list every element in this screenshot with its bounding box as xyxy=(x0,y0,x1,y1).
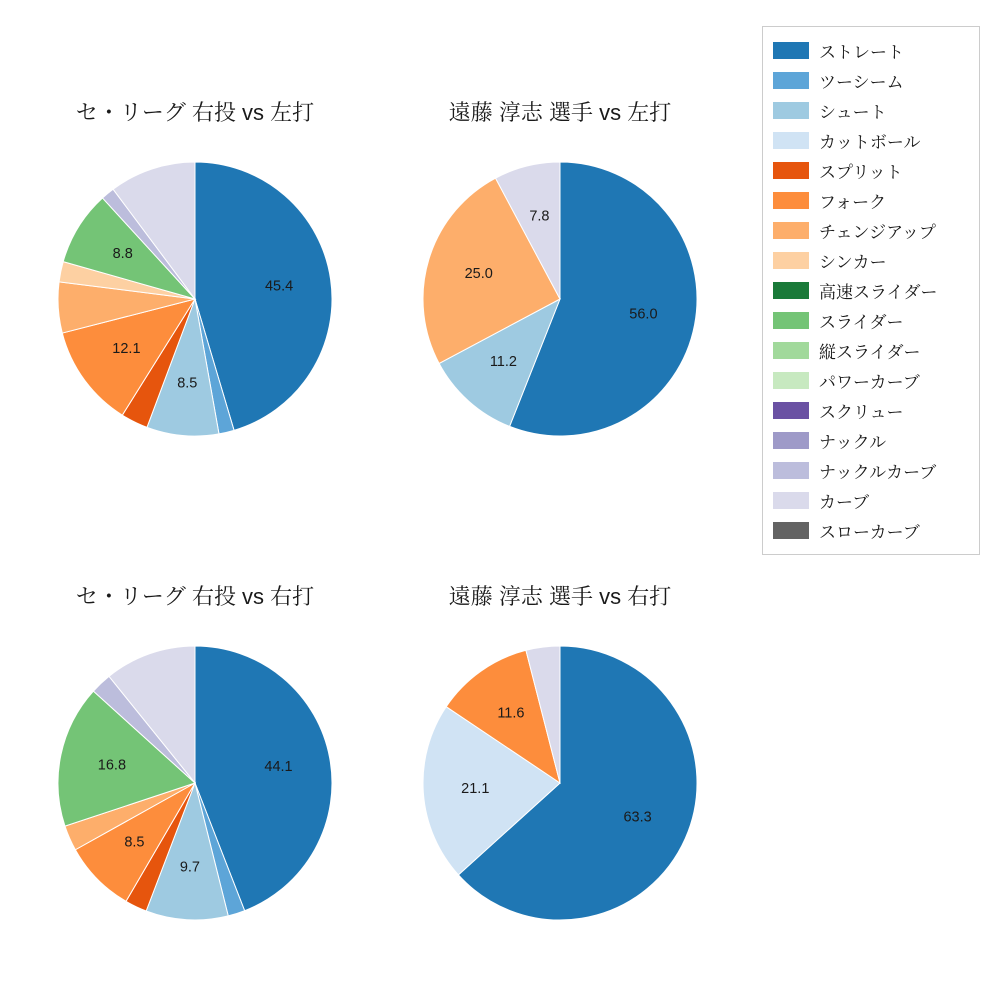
legend-swatch-icon xyxy=(773,192,809,209)
panel-title: 遠藤 淳志 選手 vs 右打 xyxy=(448,584,672,609)
pie-chart-player-vs-right xyxy=(400,638,720,938)
legend-item xyxy=(773,515,969,545)
legend-item xyxy=(773,185,969,215)
legend-item-label: ナックル xyxy=(819,432,887,452)
slice-value-label: 9.7 xyxy=(179,859,200,876)
slice-value-label: 8.8 xyxy=(112,246,133,263)
legend xyxy=(762,26,980,555)
panel-title: セ・リーグ 右投 vs 左打 xyxy=(75,100,315,125)
legend-item-label: パワーカーブ xyxy=(819,372,920,392)
pie-svg xyxy=(35,154,355,454)
legend-item xyxy=(773,215,969,245)
legend-item xyxy=(773,305,969,335)
legend-item-label: 縦スライダー xyxy=(819,342,921,362)
pie-panel-league-vs-right xyxy=(20,580,370,950)
legend-item-label: シンカー xyxy=(819,252,887,272)
pie-panel-league-vs-left xyxy=(20,96,370,466)
pie-chart-league-vs-left xyxy=(35,154,355,454)
pie-svg xyxy=(400,154,720,454)
legend-item xyxy=(773,395,969,425)
legend-item xyxy=(773,155,969,185)
legend-item xyxy=(773,335,969,365)
pie-panel-player-vs-right xyxy=(385,580,735,950)
slice-value-label: 56.0 xyxy=(629,306,658,323)
slice-value-label: 44.1 xyxy=(264,759,293,776)
pie-panel-player-vs-left xyxy=(385,96,735,466)
pie-chart-player-vs-left xyxy=(400,154,720,454)
slice-value-label: 11.2 xyxy=(489,354,517,371)
legend-item-label: スローカーブ xyxy=(819,522,920,542)
legend-item-label: カーブ xyxy=(819,492,870,512)
legend-swatch-icon xyxy=(773,282,809,299)
legend-item-label: スプリット xyxy=(819,162,903,182)
legend-swatch-icon xyxy=(773,492,809,509)
legend-item xyxy=(773,425,969,455)
legend-item-label: スクリュー xyxy=(819,402,904,422)
legend-item-label: フォーク xyxy=(819,192,887,212)
pie-chart-league-vs-right xyxy=(35,638,355,938)
legend-item xyxy=(773,95,969,125)
slice-value-label: 45.4 xyxy=(264,278,294,295)
legend-swatch-icon xyxy=(773,72,809,89)
legend-item xyxy=(773,125,969,155)
legend-item-label: ナックルカーブ xyxy=(819,462,937,482)
legend-item-label: スライダー xyxy=(819,312,904,332)
legend-swatch-icon xyxy=(773,342,809,359)
legend-item-label: カットボール xyxy=(819,132,921,152)
legend-swatch-icon xyxy=(773,222,809,239)
legend-item xyxy=(773,245,969,275)
slice-value-label: 21.1 xyxy=(461,780,490,797)
slice-value-label: 7.8 xyxy=(529,208,550,225)
slice-value-label: 25.0 xyxy=(464,266,493,283)
slice-value-label: 8.5 xyxy=(177,375,198,392)
slice-value-label: 63.3 xyxy=(623,809,652,826)
legend-swatch-icon xyxy=(773,252,809,269)
legend-swatch-icon xyxy=(773,312,809,329)
legend-swatch-icon xyxy=(773,372,809,389)
pie-svg xyxy=(35,638,355,938)
legend-swatch-icon xyxy=(773,42,809,59)
pie-svg xyxy=(400,638,720,938)
legend-item xyxy=(773,35,969,65)
legend-item xyxy=(773,275,969,305)
legend-item-label: チェンジアップ xyxy=(819,222,936,242)
legend-swatch-icon xyxy=(773,162,809,179)
legend-swatch-icon xyxy=(773,402,809,419)
legend-swatch-icon xyxy=(773,132,809,149)
legend-swatch-icon xyxy=(773,522,809,539)
legend-item-label: 高速スライダー xyxy=(819,282,938,302)
slice-value-label: 11.6 xyxy=(497,705,525,722)
panel-title: 遠藤 淳志 選手 vs 左打 xyxy=(448,100,672,125)
legend-item xyxy=(773,65,969,95)
legend-item-label: ストレート xyxy=(819,42,904,62)
panel-title: セ・リーグ 右投 vs 右打 xyxy=(75,584,315,609)
legend-swatch-icon xyxy=(773,102,809,119)
legend-swatch-icon xyxy=(773,432,809,449)
legend-item-label: シュート xyxy=(819,102,887,122)
slice-value-label: 16.8 xyxy=(97,757,127,774)
legend-item xyxy=(773,485,969,515)
legend-item-label: ツーシーム xyxy=(819,72,904,92)
legend-swatch-icon xyxy=(773,462,809,479)
legend-item xyxy=(773,455,969,485)
slice-value-label: 8.5 xyxy=(124,834,145,851)
slice-value-label: 12.1 xyxy=(112,340,141,357)
legend-item xyxy=(773,365,969,395)
